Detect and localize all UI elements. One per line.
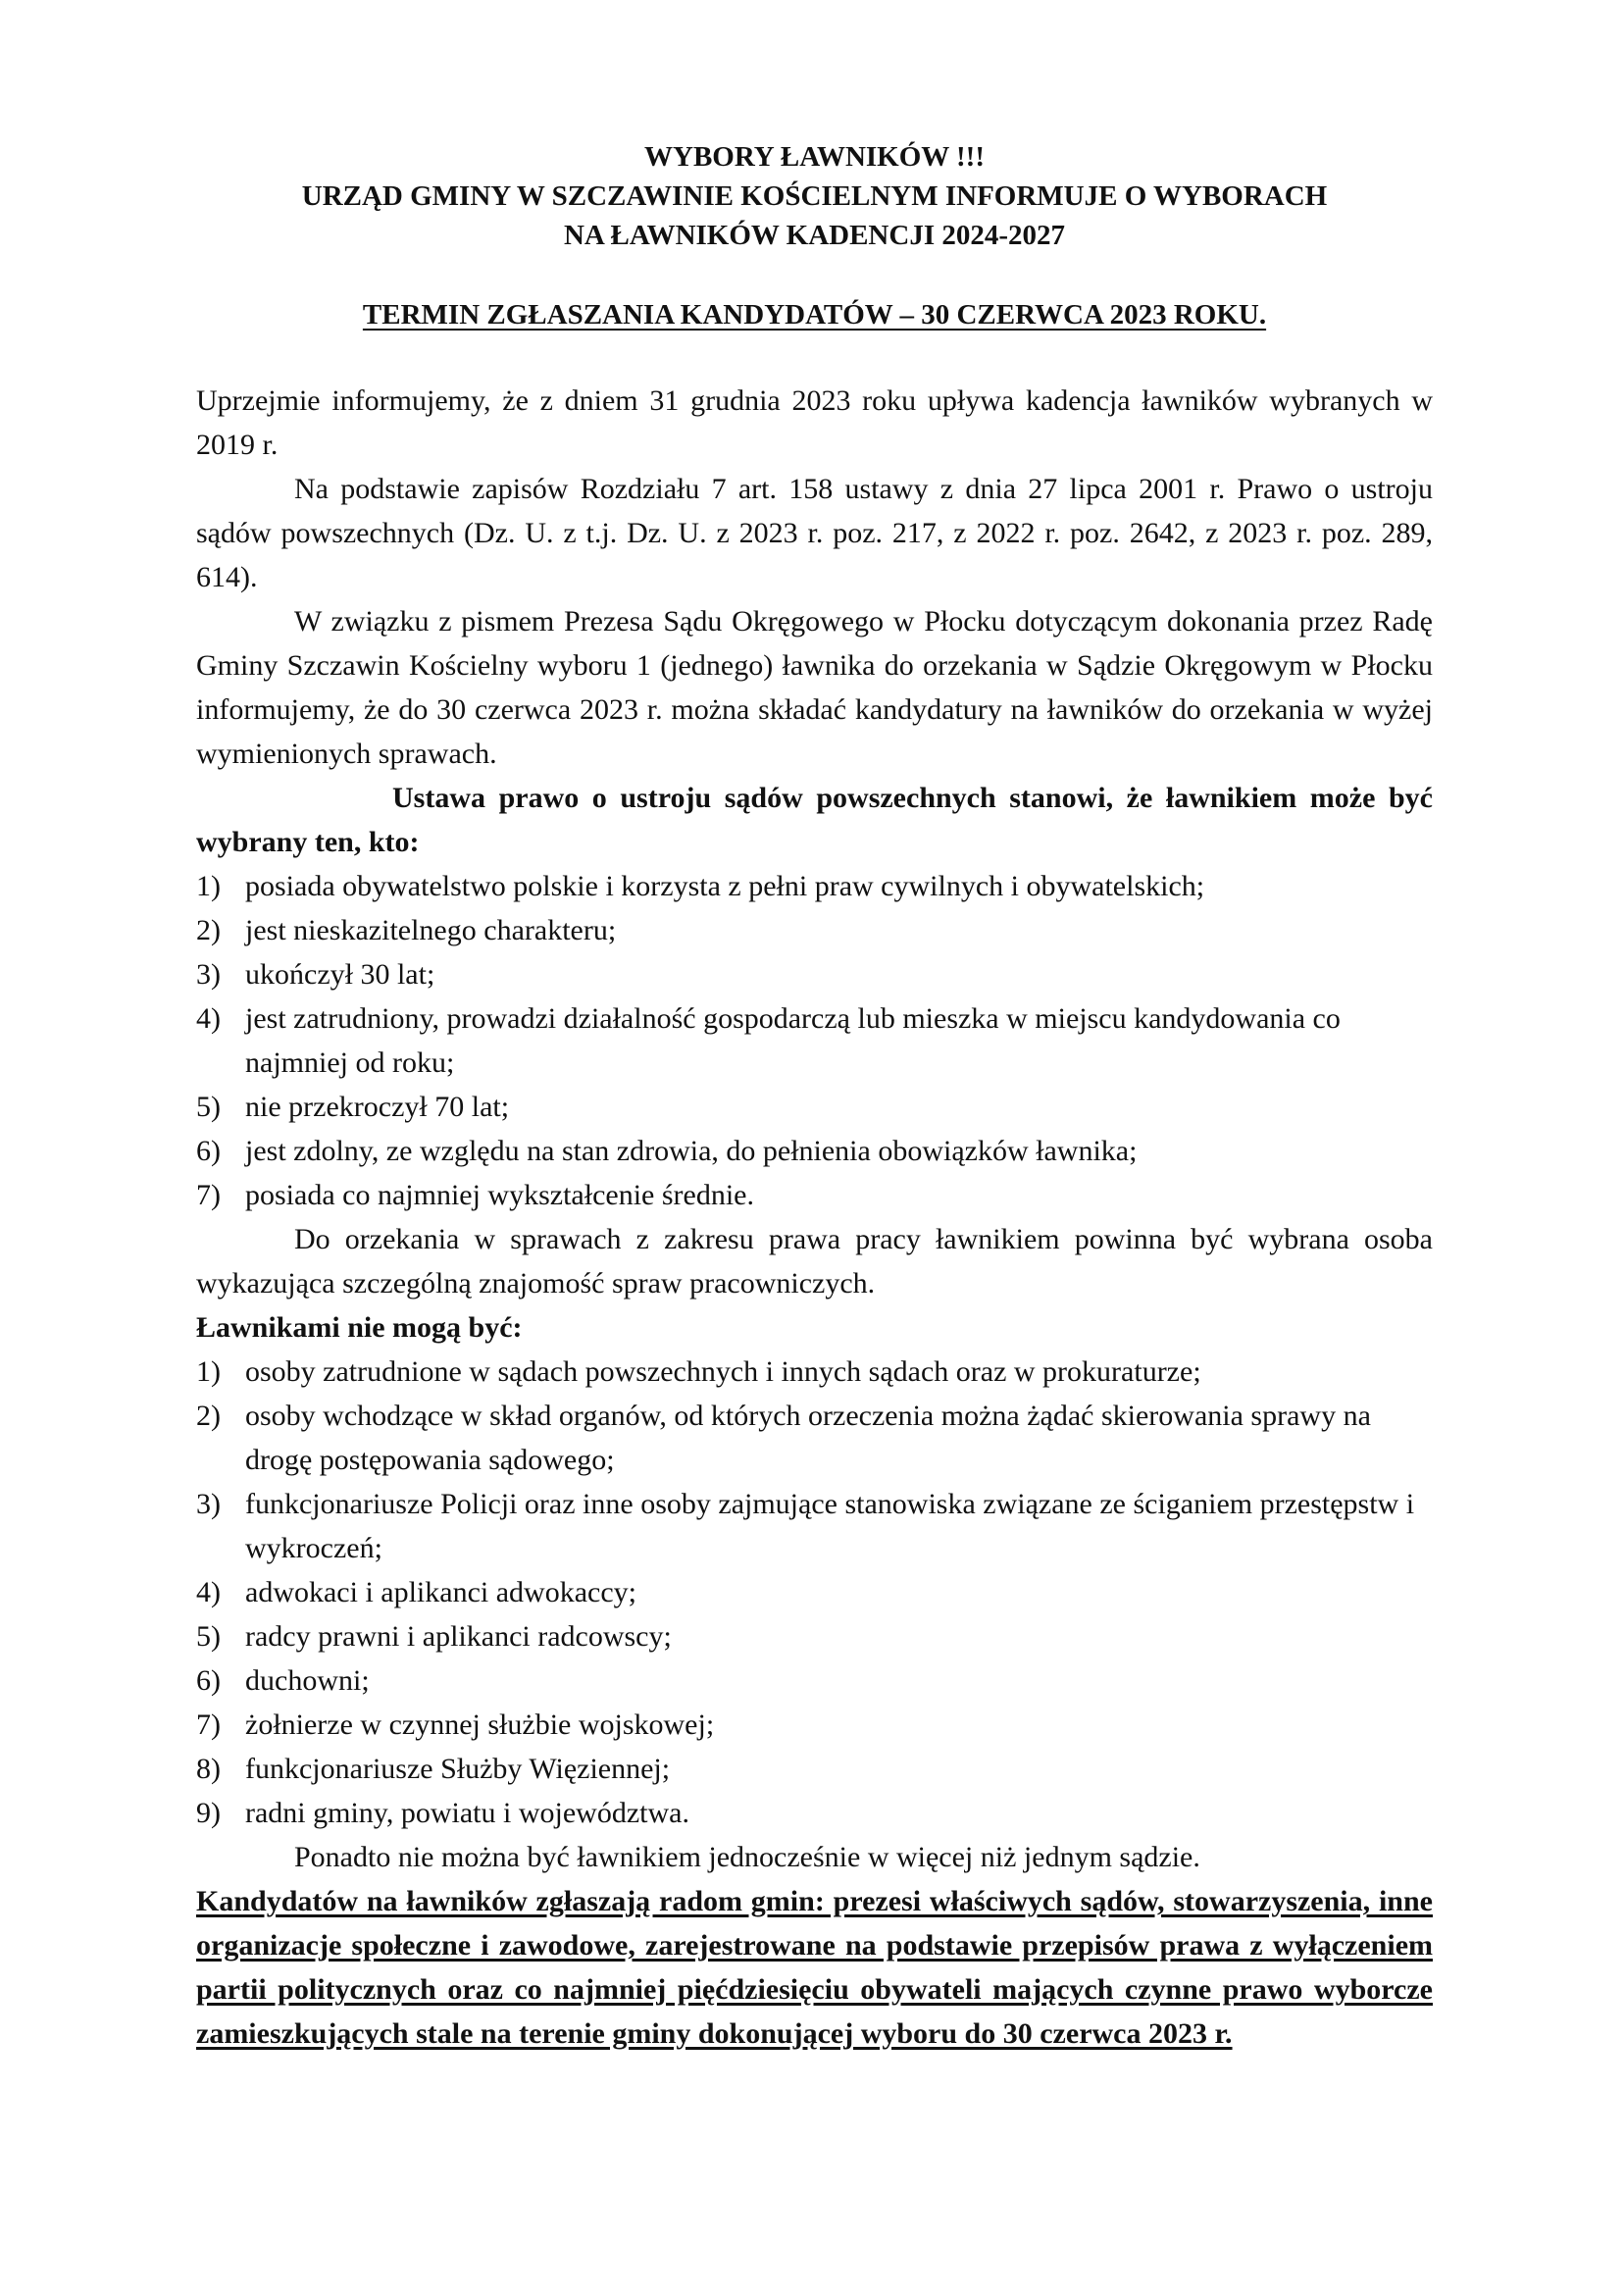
exclusion-item <box>196 1703 1433 1747</box>
list-item-number: 1) <box>196 1355 221 1388</box>
list-item-number: 8) <box>196 1753 221 1785</box>
list-item-text: nie przekroczył 70 lat; <box>245 1091 510 1123</box>
list-item-number: 5) <box>196 1620 221 1653</box>
paragraph-nomination: Kandydatów na ławników zgłaszają radom gmin: prezesi właściwych sądów, stowarzyszenia, inne organizacje społeczne i zawodowe, zarejestrowane na podstawie przepisów prawa z wyłączeniem partii politycznych oraz co najmniej pięćdziesięciu obywateli mających czynne prawo wyborcze zamieszkujących stale na terenie gminy dokonującej wyboru do 30 czerwca 2023 r. <box>196 1885 1433 2050</box>
exclusion-item <box>196 1482 1433 1570</box>
list-item-text: ukończył 30 lat; <box>245 958 435 991</box>
list-item-text: żołnierze w czynnej służbie wojskowej; <box>245 1708 715 1741</box>
eligibility-item <box>196 1085 1433 1129</box>
exclusions-heading: Ławnikami nie mogą być: <box>196 1311 523 1344</box>
exclusion-item <box>196 1394 1433 1482</box>
list-item-number: 6) <box>196 1135 221 1167</box>
exclusion-item <box>196 1747 1433 1791</box>
list-item-text: osoby wchodzące w skład organów, od których orzeczenia można żądać skierowania sprawy na drogę postępowania sądowego; <box>245 1400 1371 1476</box>
list-item-text: posiada co najmniej wykształcenie średnie. <box>245 1179 754 1211</box>
list-item-text: jest zdolny, ze względu na stan zdrowia, do pełnienia obowiązków ławnika; <box>245 1135 1138 1167</box>
eligibility-item <box>196 1173 1433 1217</box>
list-item-number: 1) <box>196 870 221 902</box>
paragraph-legal-basis: Na podstawie zapisów Rozdziału 7 art. 158 ustawy z dnia 27 lipca 2001 r. Prawo o ustroju sądów powszechnych (Dz. U. z t.j. Dz. U. z 2023 r. poz. 217, z 2022 r. poz. 2642, z 2023 r. poz. 289, 614). <box>196 473 1433 593</box>
eligibility-item <box>196 952 1433 996</box>
list-item-text: adwokaci i aplikanci adwokaccy; <box>245 1576 636 1608</box>
header-term: NA ŁAWNIKÓW KADENCJI 2024-2027 <box>563 220 1066 251</box>
document-header <box>196 0 1433 255</box>
list-item-number: 2) <box>196 914 221 946</box>
exclusion-item <box>196 1570 1433 1614</box>
list-item-text: jest nieskazitelnego charakteru; <box>245 914 617 946</box>
paragraph-eligibility-intro: Ustawa prawo o ustroju sądów powszechnych stanowi, że ławnikiem może być wybrany ten, kto: <box>196 782 1433 858</box>
paragraph-labor-law: Do orzekania w sprawach z zakresu prawa pracy ławnikiem powinna być wybrana osoba wykazująca szczególną znajomość spraw pracowniczych. <box>196 1223 1433 1300</box>
document-body <box>196 379 1433 2056</box>
eligibility-list <box>196 864 1433 1217</box>
list-item-number: 7) <box>196 1708 221 1741</box>
list-item-text: funkcjonariusze Policji oraz inne osoby zajmujące stanowiska związane ze ściganiem przestępstw i wykroczeń; <box>245 1488 1415 1564</box>
paragraph-single-court: Ponadto nie można być ławnikiem jednocześnie w więcej niż jednym sądzie. <box>294 1841 1200 1873</box>
exclusions-list <box>196 1350 1433 1835</box>
list-item-text: jest zatrudniony, prowadzi działalność gospodarczą lub mieszka w miejscu kandydowania co najmniej od roku; <box>245 1002 1341 1079</box>
list-item-text: radni gminy, powiatu i województwa. <box>245 1797 689 1829</box>
list-item-text: funkcjonariusze Służby Więziennej; <box>245 1753 671 1785</box>
list-item-number: 3) <box>196 958 221 991</box>
eligibility-item <box>196 908 1433 952</box>
deadline-heading: TERMIN ZGŁASZANIA KANDYDATÓW – 30 CZERWCA 2023 ROKU. <box>362 299 1267 331</box>
paragraph-court-letter: W związku z pismem Prezesa Sądu Okręgowego w Płocku dotyczącym dokonania przez Radę Gminy Szczawin Kościelny wyboru 1 (jednego) ławnika do orzekania w Sądzie Okręgowym w Płocku informujemy, że do 30 czerwca 2023 r. można składać kandydatury na ławników do orzekania w wyżej wymienionych sprawach. <box>196 605 1433 770</box>
paragraph-intro: Uprzejmie informujemy, że z dniem 31 grudnia 2023 roku upływa kadencja ławników wybranych w 2019 r. <box>196 384 1433 461</box>
exclusion-item <box>196 1658 1433 1703</box>
exclusion-item <box>196 1350 1433 1394</box>
list-item-number: 4) <box>196 1576 221 1608</box>
eligibility-item <box>196 864 1433 908</box>
header-subtitle: URZĄD GMINY W SZCZAWINIE KOŚCIELNYM INFORMUJE O WYBORACH <box>301 180 1328 212</box>
list-item-number: 5) <box>196 1091 221 1123</box>
header-title: WYBORY ŁAWNIKÓW !!! <box>644 141 985 173</box>
list-item-number: 9) <box>196 1797 221 1829</box>
list-item-text: duchowni; <box>245 1664 370 1697</box>
list-item-number: 4) <box>196 1002 221 1035</box>
list-item-text: osoby zatrudnione w sądach powszechnych i innych sądach oraz w prokuraturze; <box>245 1355 1201 1388</box>
list-item-number: 2) <box>196 1400 221 1432</box>
eligibility-item <box>196 996 1433 1085</box>
list-item-number: 7) <box>196 1179 221 1211</box>
list-item-number: 3) <box>196 1488 221 1520</box>
list-item-text: posiada obywatelstwo polskie i korzysta z pełni praw cywilnych i obywatelskich; <box>245 870 1205 902</box>
exclusion-item <box>196 1791 1433 1835</box>
eligibility-item <box>196 1129 1433 1173</box>
exclusion-item <box>196 1614 1433 1658</box>
list-item-text: radcy prawni i aplikanci radcowscy; <box>245 1620 672 1653</box>
list-item-number: 6) <box>196 1664 221 1697</box>
